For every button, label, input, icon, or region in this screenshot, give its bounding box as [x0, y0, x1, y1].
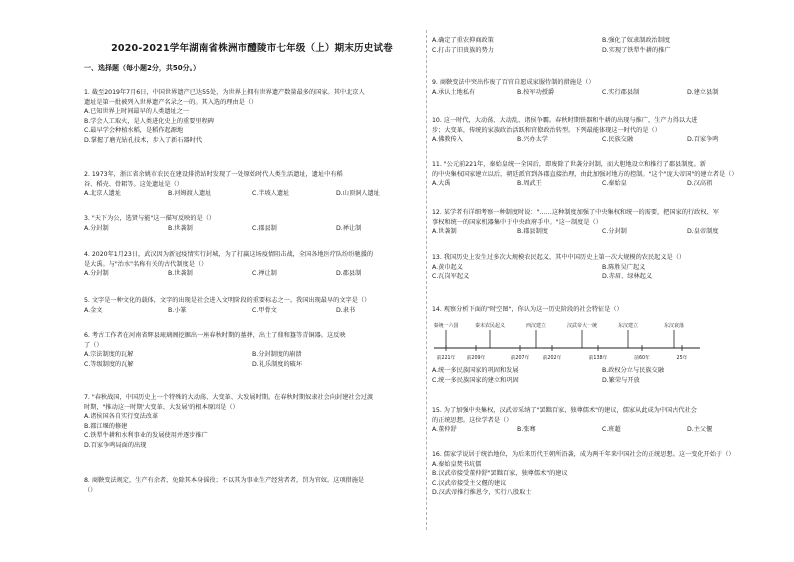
- question-stem: 事权和统一的国家机器集中于中央政府手中。"这一制度是（）: [432, 218, 602, 226]
- option-d: D.皇帝制度: [687, 228, 719, 236]
- page-title: 2020-2021学年湖南省株洲市醴陵市七年级（上）期末历史试卷: [111, 43, 393, 54]
- option-b: B.张骞: [517, 426, 536, 434]
- option-a: A.佛教传入: [432, 136, 463, 144]
- option-c: C.民族交融: [602, 136, 634, 144]
- question-stem: 1. 截至2019年7月6日，中国世界遗产已达55处，为世界上拥有世界遗产数量最多的国家。其中北京人: [84, 89, 365, 96]
- option-d: D.礼乐制度的破坏: [252, 360, 303, 368]
- option-row: [432, 425, 772, 435]
- question-stem: 12. 某学者有详细考察一种制度时说："……这种制度加强了中央集权和统一的需要，把国家的行政权、军: [432, 209, 719, 216]
- question-14-options: [432, 366, 772, 385]
- option-row: [84, 224, 420, 234]
- option-d: D.赤眉、绿林起义: [602, 273, 653, 281]
- option-c: C.郡县制: [252, 224, 277, 232]
- question-stem: 6. 考古工作者在河南省辉县琉璃阁挖掘出一座春秋时期的墓葬，出土了鼎和簋等青铜器。这反映: [84, 332, 346, 339]
- timeline-date-label: 前202年: [542, 356, 562, 361]
- option-c: C.汉武帝接受主父偃的建议: [432, 479, 507, 487]
- option-d: D.主父偃: [687, 426, 713, 434]
- timeline-date-label: 前209年: [466, 356, 486, 361]
- question-15: [432, 406, 772, 435]
- option-row: [432, 88, 772, 98]
- question-stem: 步；大变革，传统的家族政治活跃和官僚政治转型。下列最能体现这一时代的是（）: [432, 126, 661, 134]
- option-row: [432, 366, 772, 376]
- question-9: [432, 78, 772, 97]
- question-10: [432, 116, 772, 145]
- option-a: A.董仲舒: [432, 426, 457, 434]
- question-13: [432, 253, 772, 282]
- option-a: A.北京人遗址: [84, 190, 122, 198]
- option-b: B.分封制度的崩溃: [252, 351, 302, 359]
- option-b: B.按军功授爵: [517, 88, 555, 96]
- option-c: C.瓦岗军起义: [432, 273, 470, 281]
- question-stem: 4. 2020年1月23日，武汉因为新冠疫情实行封城，为了打赢这场疫情阻击战，全国各地医疗队纷纷驰援的: [84, 251, 374, 258]
- timeline-event-label: 秦统一六国: [433, 323, 459, 329]
- option-a: A.已知世界上时间最早的人类遗址之一: [84, 108, 190, 116]
- option-d: D.百家争鸣局面的出现: [84, 441, 147, 449]
- option-row: [84, 269, 420, 279]
- question-2: [84, 170, 420, 199]
- timeline-event-label: 西汉建立: [525, 323, 547, 329]
- option-b: B.世袭制: [168, 224, 193, 232]
- question-3: [84, 214, 420, 233]
- option-a: A.承认土地私有: [432, 88, 476, 96]
- section-heading: 一、选择题（每小题2分，共50分。）: [84, 64, 201, 72]
- question-14-stem: [432, 305, 772, 315]
- left-column: [84, 0, 420, 562]
- question-5: [84, 296, 420, 315]
- option-d: D.隶书: [336, 306, 356, 314]
- option-a: A.宗法制度的瓦解: [84, 351, 134, 359]
- option-b: B.陈胜吴广起义: [602, 263, 646, 271]
- option-c: C.等级制度的瓦解: [84, 360, 134, 368]
- option-c: C.班超: [602, 426, 621, 434]
- option-a: A.分封制: [84, 224, 109, 232]
- question-stem: 8. 商鞅变法规定，生产有余者，免除其本身徭役；不以其为事业生产经营者者，罚为官奴。这项措施是: [84, 477, 365, 484]
- option-c: C.分封制: [602, 228, 627, 236]
- timeline-event-label: 汉武帝大一统: [566, 323, 598, 329]
- question-stem: 16. 儒家学说居于统治地位，为后来历代王朝所沿袭，成为两千年来中国社会的正统思想。这一变化开始于（）: [432, 451, 735, 458]
- option-b: B.汉武帝接受董仲舒"罢黜百家，独尊儒术"的建议: [432, 470, 568, 478]
- option-a: A.诸侯国各自实行变法改革: [84, 413, 159, 421]
- option-a: A.统一多民族国家的巩固和发展: [432, 367, 519, 374]
- question-8-options: [432, 36, 772, 55]
- column-divider: [426, 30, 427, 530]
- option-d: D.山顶洞人遗址: [336, 190, 380, 198]
- option-b: B.都江堰的修建: [84, 422, 128, 430]
- question-stem: 11. "公元前221年，秦始皇统一全国后，即废除了世袭分封制，而大胆地设立和推行了郡县制度。新: [432, 161, 706, 168]
- option-a: A.大禹: [432, 180, 451, 188]
- option-b: B.世袭制: [168, 270, 193, 278]
- option-row: [84, 189, 420, 199]
- option-c: C.统一多民族国家的建立和巩固: [432, 376, 519, 384]
- option-row: [84, 360, 420, 370]
- question-stem: 3. "天下为公，选贤与能"这一描写反映的是（）: [84, 215, 216, 222]
- question-stem: 5. 文字是一种文化的载体，文字的出现是社会进入文明阶段的重要标志之一。我国出现最早的文字是（）: [84, 297, 371, 304]
- timeline-event-label: 秦末农民起义: [474, 323, 506, 329]
- option-d: D.建立县制: [687, 88, 719, 96]
- option-c: C.铁犁牛耕和水利事业的发展使用并逐步推广: [84, 432, 208, 440]
- question-stem: 13. 我国历史上发生过多次大规模农民起义，其中中国历史上第一次大规模的农民起义是（）: [432, 254, 686, 261]
- option-a: A.黄巾起义: [432, 263, 463, 271]
- option-c: C.实行郡县制: [602, 88, 640, 96]
- option-c: C.秦始皇: [602, 180, 627, 188]
- option-a: A.分封制: [84, 270, 109, 278]
- right-column: [432, 0, 772, 562]
- option-b: B.河姆渡人遗址: [168, 190, 212, 198]
- timeline-event-label: 东汉建立: [617, 323, 639, 329]
- question-1: [84, 88, 420, 146]
- question-stem: 的正统思想。这位学者是（）: [432, 416, 513, 424]
- question-stem: 遗址是第一批被列入世界遗产名录之一的。其入选的理由是（）: [84, 98, 258, 106]
- question-stem: 谷、稻壳、骨耜等。这处遗址是（）: [84, 180, 183, 188]
- question-8: [84, 476, 420, 495]
- timeline-date-label: 前221年: [436, 356, 456, 361]
- question-12: [432, 208, 772, 237]
- option-row: [432, 135, 772, 145]
- question-stem: 7. "春秋战国，中国历史上一个特殊的大动荡、大变革、大发展时期。在春秋时期奴隶社会向封建社会过渡: [84, 394, 374, 401]
- option-row: [432, 46, 772, 56]
- option-row: [84, 306, 420, 316]
- timeline-figure: [432, 318, 702, 364]
- option-row: [432, 227, 772, 237]
- option-d: D.掌握了磨光钻孔技术，步入了新石器时代: [84, 136, 203, 144]
- timeline-event-label: 东汉衰落: [663, 323, 685, 329]
- option-row: [432, 263, 772, 273]
- option-c: C.半坡人遗址: [252, 190, 290, 198]
- option-d: D.郡县制: [336, 270, 362, 278]
- option-d: D.百家争鸣: [687, 136, 719, 144]
- timeline-date-label: 前60年: [634, 356, 650, 361]
- timeline-date-label: 前207年: [510, 356, 530, 361]
- option-row: [432, 272, 772, 282]
- option-c: C.最早学会种植水稻，是稻作起源地: [84, 127, 184, 135]
- option-b: B.政权分立与民族交融: [602, 367, 664, 374]
- timeline-date-label: 前138年: [588, 356, 608, 361]
- option-b: B.学会人工取火，是人类进化史上的重要里程碑: [84, 117, 214, 125]
- option-a: A.确定了重农抑商政策: [432, 37, 494, 44]
- question-stem: 是大禹。与"治水"名称有关的古代制度是（）: [84, 260, 208, 268]
- question-stem: 2. 1973年，浙江省余姚市农民在建设排涝站时发现了一处原始时代人类生活遗址，遗址中有稻: [84, 171, 343, 178]
- question-stem: 的中央集权国家建立以后，朝廷派官到各郡直接治理，由此加强对地方的控制。"这个"庞大帝国"的建立者是（）: [432, 170, 738, 178]
- option-c: C.甲骨文: [252, 306, 277, 314]
- option-d: D.禅让制: [336, 224, 362, 232]
- question-stem: 15. 为了加强中央集权，汉武帝采纳了"罢黜百家，独尊儒术"的建议，儒家从此成为中国古代社会: [432, 407, 697, 414]
- option-a: A.金文: [84, 306, 103, 314]
- question-7: [84, 393, 420, 451]
- option-b: B.强化了奴隶制政治制度: [602, 37, 671, 44]
- option-d: D.汉武帝推行推恩令，实行八股取士: [432, 489, 532, 497]
- question-stem: （）: [84, 486, 97, 494]
- option-d: D.实现了铁犁牛耕的推广: [602, 46, 671, 54]
- option-b: B.小篆: [168, 306, 187, 314]
- question-11: [432, 160, 772, 189]
- question-stem: 时期，"推动这一时期'大变革、大发展'的根本原因是（）: [84, 403, 239, 411]
- question-16: [432, 450, 772, 498]
- question-stem: 10. 这一时代，大动荡、大动乱、诸侯争霸。春秋时期铁器和牛耕的出现与推广，生产力得以大进: [432, 117, 698, 124]
- question-4: [84, 250, 420, 279]
- option-a: A.秦始皇焚书坑儒: [432, 460, 482, 468]
- option-row: [84, 350, 420, 360]
- option-c: C.禅让制: [252, 270, 277, 278]
- timeline-date-label: 25年: [676, 356, 688, 361]
- question-stem: 14. 观察分析下面的"时空图"，你认为这一历史阶段的社会特征是（）: [432, 306, 623, 313]
- option-b: B.兴办太学: [517, 136, 548, 144]
- option-d: D.繁荣与开放: [602, 376, 640, 384]
- option-a: A.世袭制: [432, 228, 457, 236]
- question-stem: 9. 商鞅变法中突出作废了百官自愿成家服侍制的措施是（）: [432, 79, 595, 86]
- option-row: [432, 376, 772, 386]
- option-c: C.打击了旧贵族的势力: [432, 46, 494, 54]
- option-b: B.周武王: [517, 180, 542, 188]
- option-b: B.郡县制度: [517, 228, 548, 236]
- option-d: D.汉高祖: [687, 180, 713, 188]
- option-row: [432, 179, 772, 189]
- question-stem: 了（）: [84, 341, 103, 349]
- question-6: [84, 331, 420, 369]
- option-row: [432, 36, 772, 46]
